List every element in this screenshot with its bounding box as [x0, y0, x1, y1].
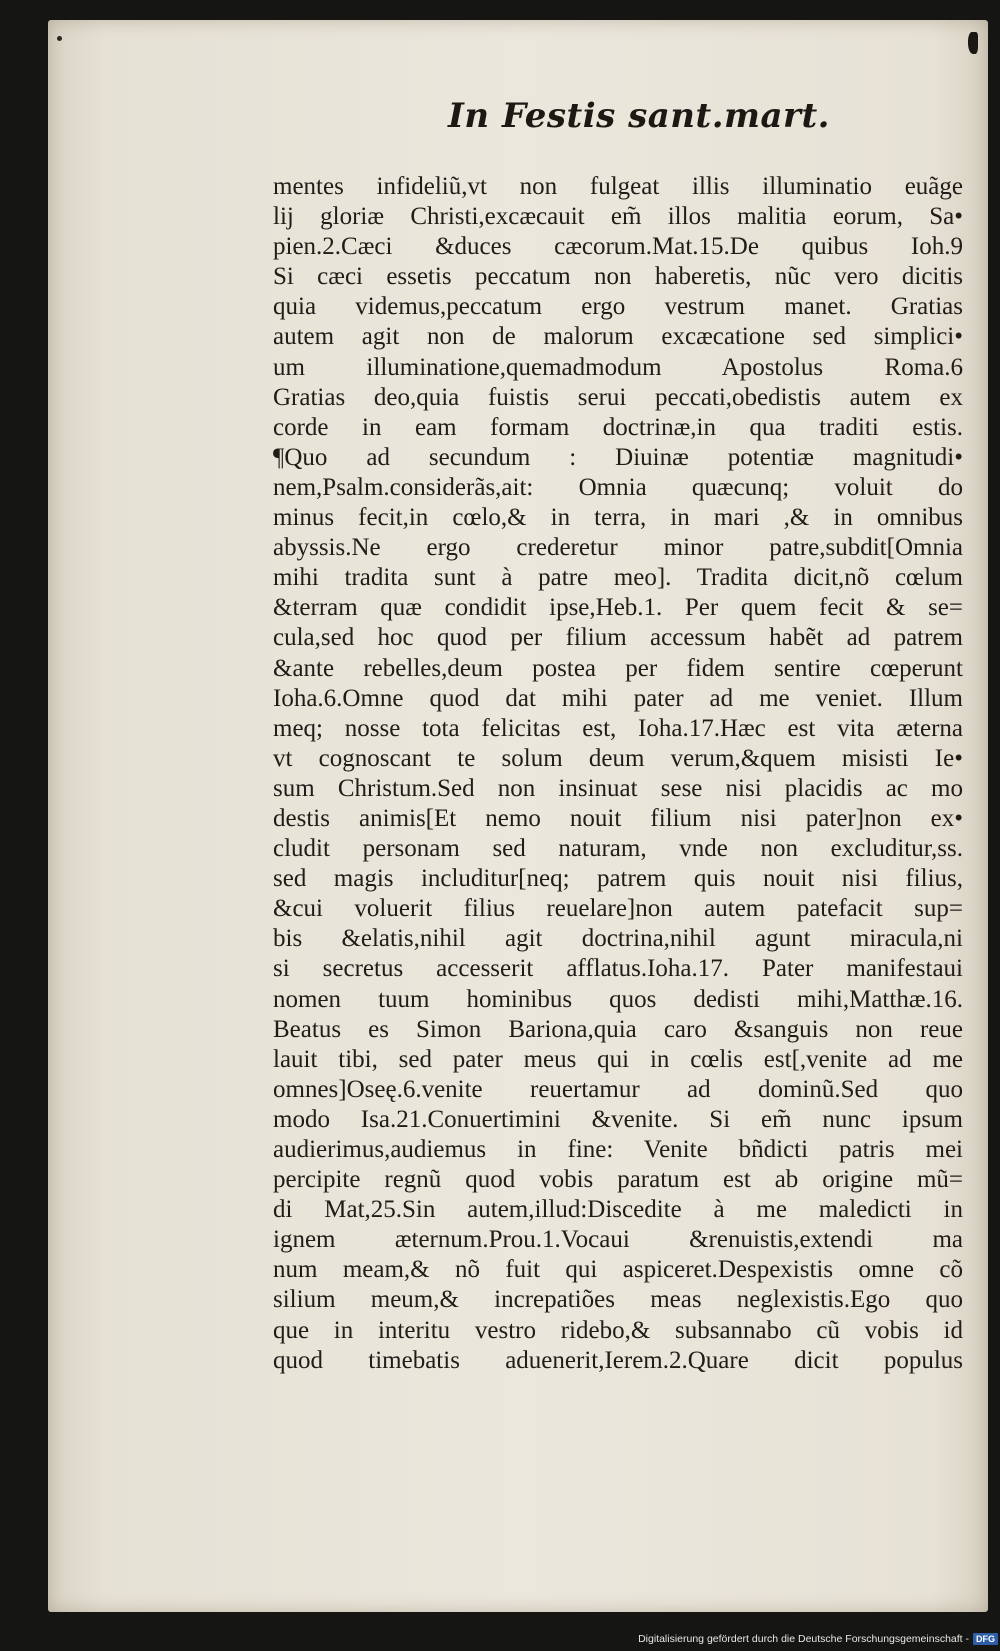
text-line: Gratias deo,quia fuistis serui peccati,obedistis autem ex: [273, 383, 963, 411]
ink-blot: [968, 32, 978, 54]
text-line: lij gloriæ Christi,excæcauit em̃ illos malitia eorum, Sa•: [273, 203, 963, 231]
book-page: [48, 20, 988, 1612]
text-line: modo Isa.21.Conuertimini &venite. Si em̃ nunc ipsum: [273, 1105, 963, 1133]
text-line: mentes infideliũ,vt non fulgeat illis illuminatio euãge: [273, 173, 963, 200]
text-line: &cui voluerit filius reuelare]non autem patefacit sup=: [273, 895, 963, 923]
text-line: ¶Quo ad secundum : Diuinæ potentiæ magnitudi•: [273, 443, 963, 471]
text-line: quod timebatis aduenerit,Ierem.2.Quare dicit populus: [273, 1346, 963, 1374]
funding-credit: [638, 1631, 998, 1647]
text-line: autem agit non de malorum excæcatione sed simplici•: [273, 323, 963, 351]
text-line: sed magis includitur[neq; patrem quis nouit nisi filius,: [273, 865, 963, 893]
text-line: audierimus,audiemus in fine: Venite bñdicti patris mei: [273, 1136, 963, 1163]
running-header: In Festis sant.mart.: [448, 96, 831, 136]
text-line: nomen tuum hominibus quos dedisti mihi,Matthæ.16.: [273, 985, 963, 1013]
text-line: nem,Psalm.considerãs,ait: Omnia quæcunq; voluit do: [273, 473, 963, 501]
text-line: &terram quæ condidit ipse,Heb.1. Per quem fecit & se=: [273, 594, 963, 622]
text-line: di Mat,25.Sin autem,illud:Discedite à me maledicti in: [273, 1196, 963, 1224]
text-line: que in interitu vestro ridebo,& subsannabo cũ vobis id: [273, 1316, 963, 1344]
body-text: [273, 172, 963, 1376]
text-line: omnes]Oseę.6.venite reuertamur ad dominũ.Sed quo: [273, 1075, 963, 1103]
text-line: pien.2.Cæci &duces cæcorum.Mat.15.De quibus Ioh.9: [273, 233, 963, 261]
text-line: mihi tradita sunt à patre meo]. Tradita dicit,nõ cœlum: [273, 564, 963, 592]
text-line: Ioha.6.Omne quod dat mihi pater ad me veniet. Illum: [273, 684, 963, 712]
text-line: silium meum,& increpatiões meas neglexistis.Ego quo: [273, 1286, 963, 1314]
text-line: cludit personam sed naturam, vnde non excluditur,ss.: [273, 835, 963, 863]
text-line: si secretus accesserit afflatus.Ioha.17. Pater manifestaui: [273, 955, 963, 983]
text-line: sum Christum.Sed non insinuat sese nisi placidis ac mo: [273, 774, 963, 802]
text-line: Si cæci essetis peccatum non haberetis, nũc vero dicitis: [273, 263, 963, 291]
text-line: percipite regnũ quod vobis paratum est ab origine mũ=: [273, 1166, 963, 1194]
text-line: Beatus es Simon Bariona,quia caro &sanguis non reue: [273, 1015, 963, 1043]
text-line: corde in eam formam doctrinæ,in qua traditi estis.: [273, 413, 963, 441]
text-line: &ante rebelles,deum postea per fidem sentire cœperunt: [273, 654, 963, 682]
text-line: num meam,& nõ fuit qui aspiceret.Despexistis omne cõ: [273, 1256, 963, 1284]
dfg-logo: DFG: [973, 1633, 998, 1645]
text-line: ignem æternum.Prou.1.Vocaui &renuistis,extendi ma: [273, 1226, 963, 1254]
text-line: cula,sed hoc quod per filium accessum habẽt ad patrem: [273, 624, 963, 652]
funding-credit-text: Digitalisierung gefördert durch die Deutsche Forschungsgemeinschaft -: [638, 1633, 969, 1645]
text-line: destis animis[Et nemo nouit filium nisi pater]non ex•: [273, 804, 963, 832]
ink-spot: [57, 36, 62, 41]
text-line: vt cognoscant te solum deum verum,&quem misisti Ie•: [273, 744, 963, 772]
text-line: lauit tibi, sed pater meus qui in cœlis est[,venite ad me: [273, 1045, 963, 1073]
text-line: abyssis.Ne ergo crederetur minor patre,subdit[Omnia: [273, 534, 963, 562]
text-line: bis &elatis,nihil agit doctrina,nihil agunt miracula,ni: [273, 925, 963, 953]
text-line: meq; nosse tota felicitas est, Ioha.17.Hæc est vita æterna: [273, 714, 963, 742]
text-line: um illuminatione,quemadmodum Apostolus Roma.6: [273, 353, 963, 381]
text-line: minus fecit,in cœlo,& in terra, in mari ,& in omnibus: [273, 504, 963, 532]
text-line: quia videmus,peccatum ergo vestrum manet. Gratias: [273, 293, 963, 321]
